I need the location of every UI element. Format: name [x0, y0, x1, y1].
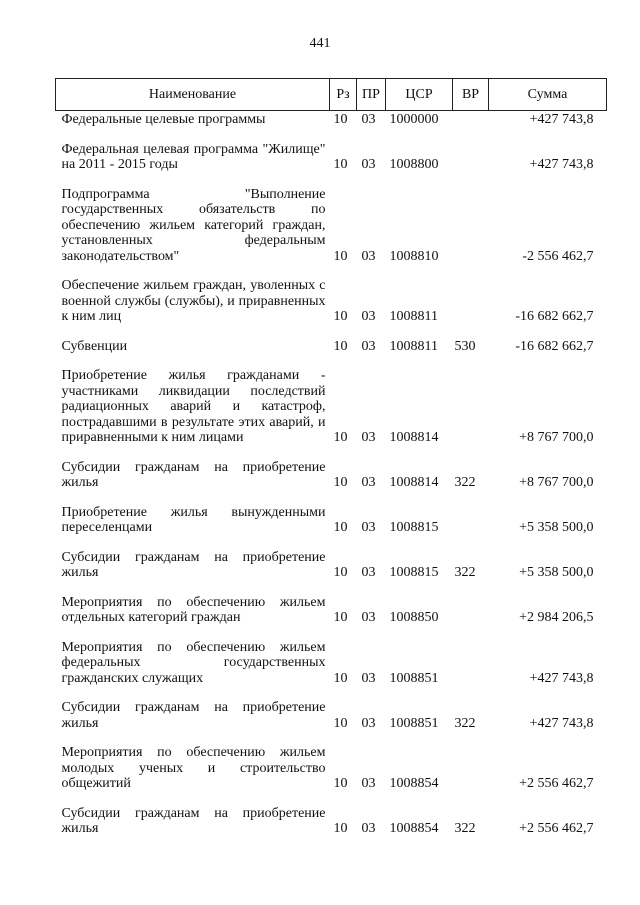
- row-pr: 03: [361, 776, 376, 791]
- row-sum: +8 767 700,0: [519, 430, 594, 445]
- row-sum: +427 743,8: [529, 112, 594, 127]
- row-rz: 10: [333, 309, 348, 324]
- header-vr: ВР: [453, 79, 489, 111]
- row-name: Мероприятия по обеспечению жильем молодых ученых и строительство общежитий: [61, 745, 326, 791]
- row-sum: +427 743,8: [529, 670, 594, 686]
- row-csr: 1008810: [389, 248, 439, 264]
- row-csr: 1008854: [389, 776, 439, 791]
- row-csr: 1008800: [389, 157, 439, 172]
- row-sum: +8 767 700,0: [519, 475, 594, 490]
- row-rz: 10: [333, 565, 348, 580]
- row-name: Подпрограмма "Выполнение государственных обязательств по обеспечению жильем категорий граждан, установленных федеральным законодательством": [61, 186, 326, 264]
- row-csr: 1008814: [389, 475, 439, 490]
- table-body: [56, 111, 607, 837]
- row-name: Субсидии гражданам на приобретение жилья: [61, 805, 326, 836]
- row-csr: 1008851: [389, 715, 439, 731]
- row-vr: [453, 731, 489, 792]
- table-row: [56, 581, 607, 626]
- row-name: Федеральная целевая программа "Жилище" на 2011 - 2015 годы: [61, 141, 326, 172]
- row-csr: 1000000: [389, 112, 439, 127]
- row-vr: 322: [454, 565, 476, 580]
- row-name: Мероприятия по обеспечению жильем федеральных государственных гражданских служащих: [61, 639, 326, 686]
- row-name: Субсидии гражданам на приобретение жилья: [61, 459, 326, 490]
- table-row: [56, 325, 607, 355]
- budget-table: [55, 78, 607, 837]
- row-csr: 1008854: [389, 821, 439, 836]
- page-number: 441: [309, 36, 331, 51]
- row-pr: 03: [361, 338, 376, 354]
- table-row: [56, 626, 607, 687]
- row-sum: +427 743,8: [529, 157, 594, 172]
- row-pr: 03: [361, 610, 376, 625]
- header-pr: ПР: [357, 79, 386, 111]
- row-rz: 10: [333, 112, 348, 127]
- row-pr: 03: [361, 430, 376, 445]
- table-row: [56, 792, 607, 837]
- row-vr: [453, 111, 489, 128]
- table-row: [56, 536, 607, 581]
- row-sum: +2 556 462,7: [519, 776, 594, 791]
- row-sum: +427 743,8: [529, 715, 594, 731]
- row-vr: [453, 264, 489, 325]
- row-sum: +5 358 500,0: [519, 520, 594, 535]
- table-row: [56, 446, 607, 491]
- row-pr: 03: [361, 475, 376, 490]
- row-rz: 10: [333, 338, 348, 354]
- row-rz: 10: [333, 821, 348, 836]
- row-pr: 03: [361, 715, 376, 731]
- table-row: [56, 264, 607, 325]
- row-sum: +2 984 206,5: [519, 610, 594, 625]
- row-pr: 03: [361, 565, 376, 580]
- header-sum: Сумма: [489, 79, 607, 111]
- row-vr: [453, 626, 489, 687]
- header-rz: Рз: [330, 79, 357, 111]
- row-name: Федеральные целевые программы: [61, 112, 266, 127]
- row-rz: 10: [333, 520, 348, 535]
- header-csr: ЦСР: [386, 79, 453, 111]
- table-row: [56, 111, 607, 128]
- row-name: Субвенции: [61, 338, 128, 354]
- row-rz: 10: [333, 475, 348, 490]
- table-row: [56, 731, 607, 792]
- table-row: [56, 354, 607, 446]
- row-name: Субсидии гражданам на приобретение жилья: [61, 700, 326, 731]
- row-rz: 10: [333, 715, 348, 731]
- row-rz: 10: [333, 670, 348, 686]
- row-vr: 322: [454, 475, 476, 490]
- row-pr: 03: [361, 309, 376, 324]
- table-row: [56, 491, 607, 536]
- row-name: Приобретение жилья гражданами - участниками ликвидации последствий радиационных аварий и катастроф, пострадавшими в результате этих аварий, и приравненными к ним лицами: [61, 368, 326, 445]
- row-rz: 10: [333, 157, 348, 172]
- row-csr: 1008815: [389, 520, 439, 535]
- row-rz: 10: [333, 610, 348, 625]
- row-csr: 1008850: [389, 610, 439, 625]
- row-rz: 10: [333, 248, 348, 264]
- row-rz: 10: [333, 430, 348, 445]
- row-pr: 03: [361, 157, 376, 172]
- row-pr: 03: [361, 821, 376, 836]
- row-sum: +2 556 462,7: [519, 821, 594, 836]
- row-pr: 03: [361, 670, 376, 686]
- row-csr: 1008814: [389, 430, 439, 445]
- row-sum: -2 556 462,7: [522, 248, 594, 264]
- row-sum: +5 358 500,0: [519, 565, 594, 580]
- row-vr: [453, 173, 489, 265]
- row-sum: -16 682 662,7: [515, 309, 594, 324]
- row-name: Приобретение жилья вынужденными переселенцами: [61, 504, 326, 535]
- row-rz: 10: [333, 776, 348, 791]
- row-csr: 1008811: [389, 309, 438, 324]
- row-pr: 03: [361, 112, 376, 127]
- row-sum: -16 682 662,7: [515, 338, 594, 354]
- row-csr: 1008851: [389, 670, 439, 686]
- row-vr: [453, 354, 489, 446]
- row-vr: [453, 491, 489, 536]
- table-row: [56, 686, 607, 731]
- table-row: [56, 128, 607, 173]
- header-name: Наименование: [56, 79, 330, 111]
- row-vr: [453, 581, 489, 626]
- row-vr: 322: [454, 821, 476, 836]
- row-csr: 1008811: [389, 338, 438, 354]
- row-vr: 530: [454, 338, 476, 354]
- row-vr: [453, 128, 489, 173]
- row-pr: 03: [361, 248, 376, 264]
- row-pr: 03: [361, 520, 376, 535]
- row-csr: 1008815: [389, 565, 439, 580]
- table-row: [56, 173, 607, 265]
- table-header: [56, 79, 607, 111]
- row-vr: 322: [454, 715, 476, 731]
- row-name: Мероприятия по обеспечению жильем отдельных категорий граждан: [61, 594, 326, 625]
- row-name: Субсидии гражданам на приобретение жилья: [61, 549, 326, 580]
- row-name: Обеспечение жильем граждан, уволенных с военной службы (службы), и приравненных к ним лиц: [61, 278, 326, 324]
